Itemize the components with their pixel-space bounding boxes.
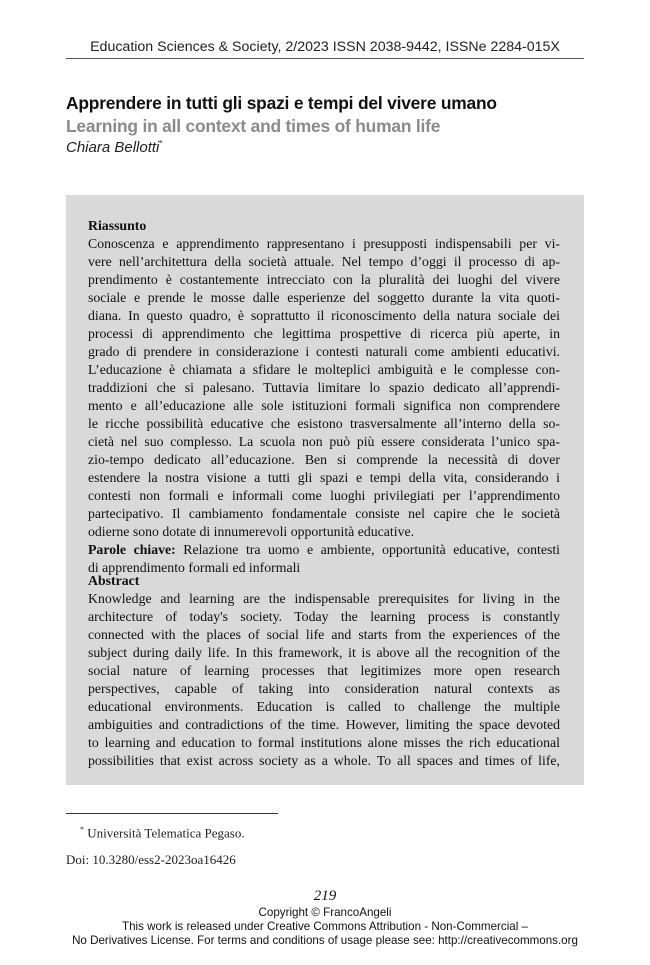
abstract-line: possibilities that exist across society as a whole. To all spaces and times of life, [88, 753, 560, 768]
riassunto-line: L’educazione è chiamata a sfidare le molteplici ambiguità e le complesse con- [88, 362, 560, 377]
footnote-text: Università Telematica Pegaso. [87, 825, 245, 841]
riassunto-line: diana. In questo quadro, è soprattutto il riconoscimento della natura sociale dei [88, 308, 560, 323]
riassunto-heading: Riassunto [88, 218, 147, 233]
riassunto-section [88, 217, 560, 577]
copyright-line: Copyright © FrancoAngeli [258, 906, 392, 919]
riassunto-line: zio-tempo dedicato all’educazione. Ben si comprende la necessità di dover [88, 452, 560, 467]
riassunto-line: processi di apprendimento che legittima prospettive di ricerca più aperte, in [88, 326, 560, 341]
abstract-line: connected with the places of social life and starts from the experiences of the [88, 627, 560, 642]
keywords-text: Relazione tra uomo e ambiente, opportunità educative, contesti [183, 542, 561, 557]
page-number: 219 [313, 888, 337, 904]
abstract-heading: Abstract [88, 573, 140, 588]
riassunto-line: sociale e prende le mosse dalle esperienze del soggetto durante la vita quoti- [88, 290, 560, 305]
riassunto-line: vere nell’architettura della società attuale. Nel tempo d’oggi il processo di ap- [88, 254, 560, 269]
abstract-line: to learning and education to formal institutions alone misses the rich educational [88, 735, 560, 750]
riassunto-line: partecipativo. Il cambiamento fondamentale consiste nel capire che le società [88, 506, 560, 521]
abstract-line: Knowledge and learning are the indispensable prerequisites for living in the [88, 591, 560, 606]
doi: Doi: 10.3280/ess2-2023oa16426 [66, 852, 236, 867]
author-footnote-marker: * [159, 139, 163, 148]
riassunto-line: prendimento è costantemente intrecciato con la pluralità dei luoghi del vivere [88, 272, 560, 287]
riassunto-line: traddizioni che si palesano. Tuttavia limitare lo spazio dedicato all’apprendi- [88, 380, 560, 395]
riassunto-line: estendere la nostra visione a tutti gli spazi e tempi della vita, considerando i [88, 470, 560, 485]
riassunto-line: mento e all’educazione alle sole istituzioni formali significa non comprendere [88, 398, 560, 413]
footnote-rule [66, 813, 278, 814]
abstract-line: educational environments. Education is called to challenge the multiple [88, 699, 560, 714]
author-name-text: Chiara Bellotti [66, 139, 160, 156]
riassunto-line: le ricche possibilità educative che esistono trasversalmente all’interno della so- [88, 416, 560, 431]
footnote-marker: * [80, 825, 84, 834]
riassunto-line: contesti non formali e informali come luoghi privilegiati per l’apprendimento [88, 488, 560, 503]
article-title-english: Learning in all context and times of human life [66, 116, 441, 136]
riassunto-line: cietà nel suo complesso. La scuola non può più essere considerata l’unico spa- [88, 434, 560, 449]
riassunto-line: Conoscenza e apprendimento rappresentano i presupposti indispensabili per vi- [88, 236, 560, 251]
keywords-label: Parole chiave: [88, 542, 176, 557]
license-line: No Derivatives License. For terms and conditions of usage please see: http://creativecommons.org [72, 934, 578, 947]
abstract-box [66, 195, 584, 785]
riassunto-line: grado di prendere in considerazione i contesti naturali come ambienti educativi. [88, 344, 560, 359]
article-title: Apprendere in tutti gli spazi e tempi del vivere umano [66, 93, 497, 113]
abstract-line: social nature of learning processes that legitimizes more open research [88, 663, 560, 678]
header-rule [66, 58, 584, 59]
abstract-line: architecture of today's society. Today the learning process is constantly [88, 609, 560, 624]
footnote [80, 825, 245, 841]
abstract-line: ambiguities and contradictions of the time. However, limiting the space devoted [88, 717, 560, 732]
keywords-line [88, 541, 560, 559]
riassunto-line: odierne sono dotate di innumerevoli opportunità educative. [88, 524, 415, 539]
author-name [66, 139, 163, 156]
abstract-line: perspectives, capable of taking into consideration natural contexts as [88, 681, 560, 696]
journal-header: Education Sciences & Society, 2/2023 ISSN 2038-9442, ISSNe 2284-015X [90, 39, 560, 55]
keywords-line: di apprendimento formali ed informali [88, 560, 301, 575]
abstract-section [88, 572, 560, 770]
license-line: This work is released under Creative Commons Attribution - Non-Commercial – [122, 920, 528, 933]
abstract-line: subject during daily life. In this framework, it is above all the recognition of the [88, 645, 560, 660]
